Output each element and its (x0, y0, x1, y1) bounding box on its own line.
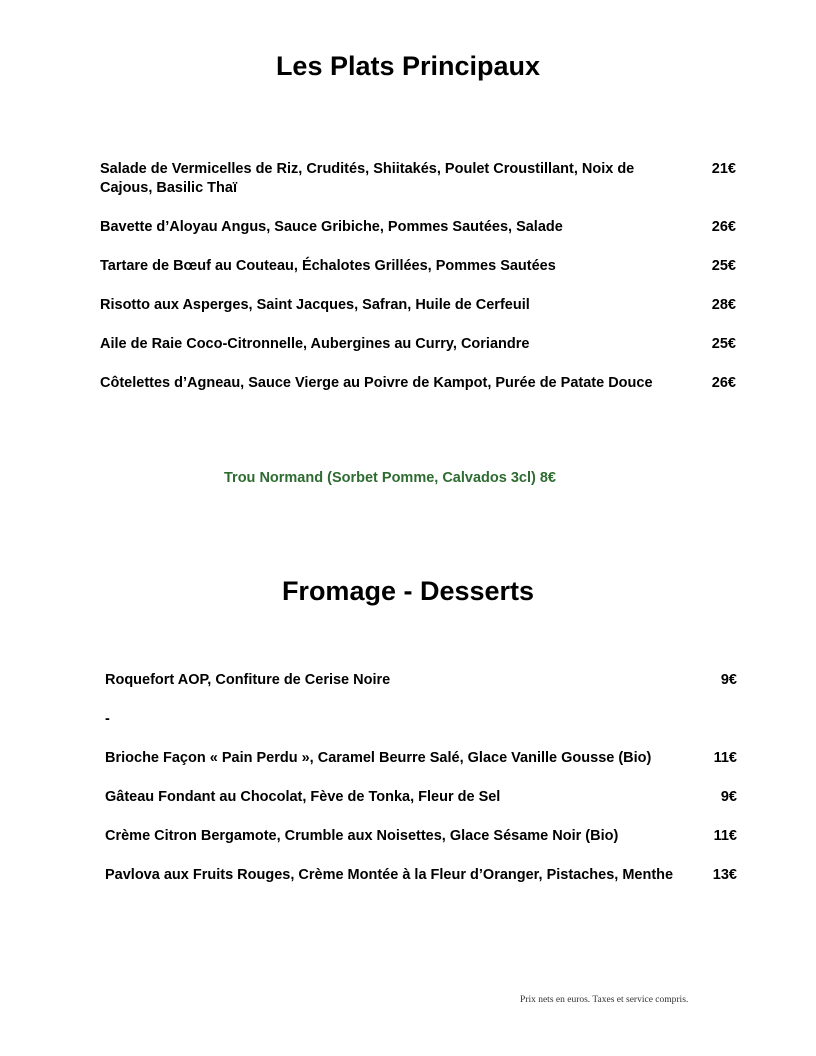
menu-item-name: Brioche Façon « Pain Perdu », Caramel Beurre Salé, Glace Vanille Gousse (Bio) (105, 750, 652, 766)
desserts-section-title: Fromage - Desserts (281, 576, 535, 606)
menu-item-price: 11€ (713, 750, 737, 766)
menu-item-price: 9€ (720, 672, 737, 688)
menu-item-name: Roquefort AOP, Confiture de Cerise Noire (105, 672, 391, 688)
menu-item-price: 13€ (712, 867, 737, 883)
menu-item-name: Risotto aux Asperges, Saint Jacques, Safran, Huile de Cerfeuil (100, 297, 530, 313)
menu-item-price: 21€ (711, 161, 736, 177)
menu-item-price: 26€ (711, 375, 736, 391)
menu-item-name: Salade de Vermicelles de Riz, Crudités, Shiitakés, Poulet Croustillant, Noix de Cajous, Basilic Thaï (100, 161, 635, 196)
menu-item-name: Bavette d’Aloyau Angus, Sauce Gribiche, Pommes Sautées, Salade (100, 219, 563, 235)
menu-item-name: Côtelettes d’Agneau, Sauce Vierge au Poivre de Kampot, Purée de Patate Douce (100, 375, 653, 391)
menu-item-name: Tartare de Bœuf au Couteau, Échalotes Grillées, Pommes Sautées (100, 258, 556, 274)
menu-item-price: 28€ (711, 297, 736, 313)
menu-item-name: - (105, 711, 110, 727)
menu-item-price: 9€ (720, 789, 737, 805)
menu-item-price: 11€ (713, 828, 737, 844)
menu-item-price: 25€ (711, 336, 736, 352)
menu-item-name: Crème Citron Bergamote, Crumble aux Noisettes, Glace Sésame Noir (Bio) (105, 828, 619, 844)
menu-item-price: 26€ (711, 219, 736, 235)
trou-normand-offer: Trou Normand (Sorbet Pomme, Calvados 3cl) 8€ (224, 470, 556, 486)
footer-note: Prix nets en euros. Taxes et service compris. (520, 995, 689, 1005)
menu-item-name: Aile de Raie Coco-Citronnelle, Aubergines au Curry, Coriandre (100, 336, 530, 352)
menu-item-name: Gâteau Fondant au Chocolat, Fève de Tonka, Fleur de Sel (105, 789, 501, 805)
plats-section-title: Les Plats Principaux (275, 51, 541, 81)
menu-item-name: Pavlova aux Fruits Rouges, Crème Montée à la Fleur d’Oranger, Pistaches, Menthe (105, 867, 674, 883)
menu-item-price: 25€ (711, 258, 736, 274)
